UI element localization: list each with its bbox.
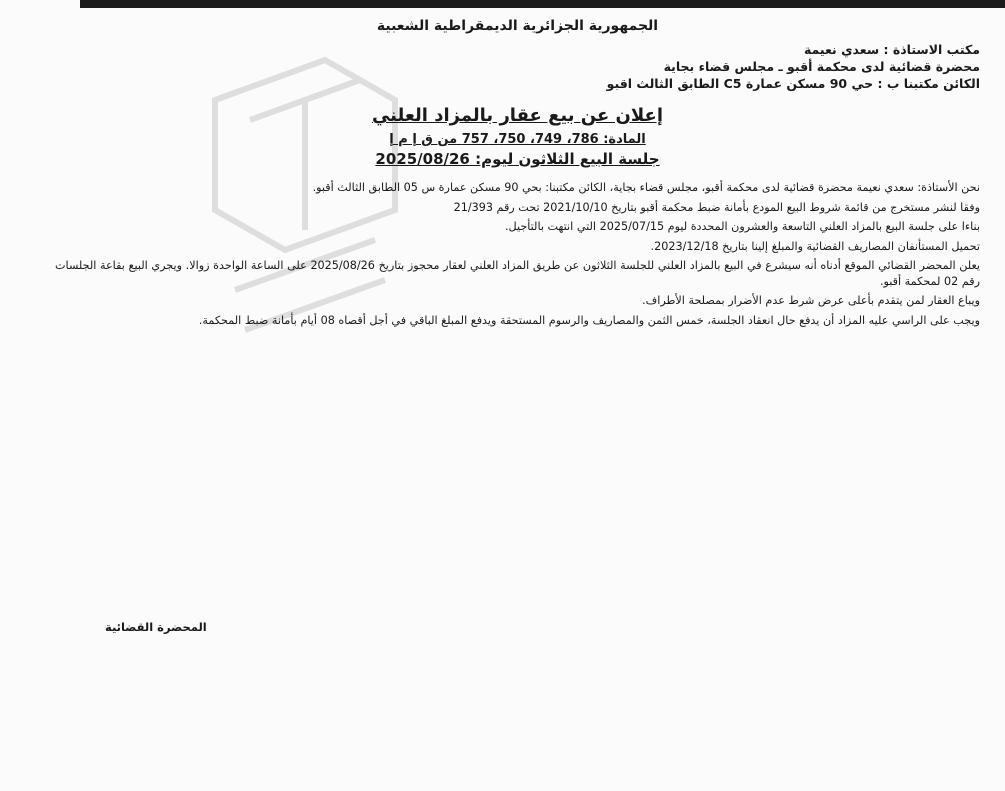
scan-top-bar [80,0,1005,8]
paragraph-bailiff-identity: نحن الأستاذة: سعدي نعيمة محضرة قضائية لدى محكمة أقبو، مجلس قضاء بجاية، الكائن مكتبنا: بحي 90 مسكن عمارة س 05 الطابق الثالث أقبو. [312,181,980,194]
sale-session-date: جلسة البيع الثلاثون ليوم: 2025/08/26 [375,150,660,168]
paragraph-costs: تحميل المستأنفان المصاريف القضائية والمبلغ إلينا بتاريخ 2023/12/18. [650,239,980,253]
paragraph-highest-bid: ويباع العقار لمن يتقدم بأعلى عرض شرط عدم الأضرار بمصلحة الأطراف. [642,294,980,307]
republic-heading: الجمهورية الجزائرية الديمقراطية الشعبية [376,18,659,34]
court-line: محضرة قضائية لدى محكمة أقبو ـ مجلس قضاء بجاية [663,59,980,74]
paragraph-conditions-filing: وفقا لنشر مستخرج من قائمة شروط البيع المودع بأمانة ضبط محكمة أقبو بتاريخ 2021/10/10 تحت رقم 21/393 [453,200,980,214]
paragraph-payment-terms: ويجب على الراسي عليه المزاد أن يدفع حال انعقاد الجلسة، خمس الثمن والمصاريف والرسوم المستحقة ويدفع المبلغ الباقي في أجل أقصاه 08 أيام بأمانة ضبط المحكمة. [198,313,980,327]
bailiff-office: مكتب الاستاذة : سعدي نعيمة [803,42,980,57]
announcement-title: إعلان عن بيع عقار بالمزاد العلني [371,105,664,126]
announcement-document [55,18,980,332]
legal-articles: المادة: 786، 749، 750، 757 من ق إ م إ [389,132,646,147]
office-address: الكائن مكتبنا ب : حي 90 مسكن عمارة C5 الطابق الثالث اقبو [606,76,980,91]
signature-label: المحضرة القضائية [105,620,207,634]
paragraph-previous-session: بناءا على جلسة البيع بالمزاد العلني التاسعة والعشرون المحددة ليوم 2025/07/15 التي انتهت بالتأجيل. [504,220,980,233]
paragraph-sale-notice: يعلن المحضر القضائي الموقع أدناه أنه سيشرع في البيع بالمزاد العلني للجلسة الثلاثون عن طريق المزاد العلني لعقار محجوز بتاريخ 2025/08/26 على الساعة الواحدة زوالا. ويجري البيع بقاعة الجلسات رقم 02 لمحكمة أقبو. [55,259,980,288]
